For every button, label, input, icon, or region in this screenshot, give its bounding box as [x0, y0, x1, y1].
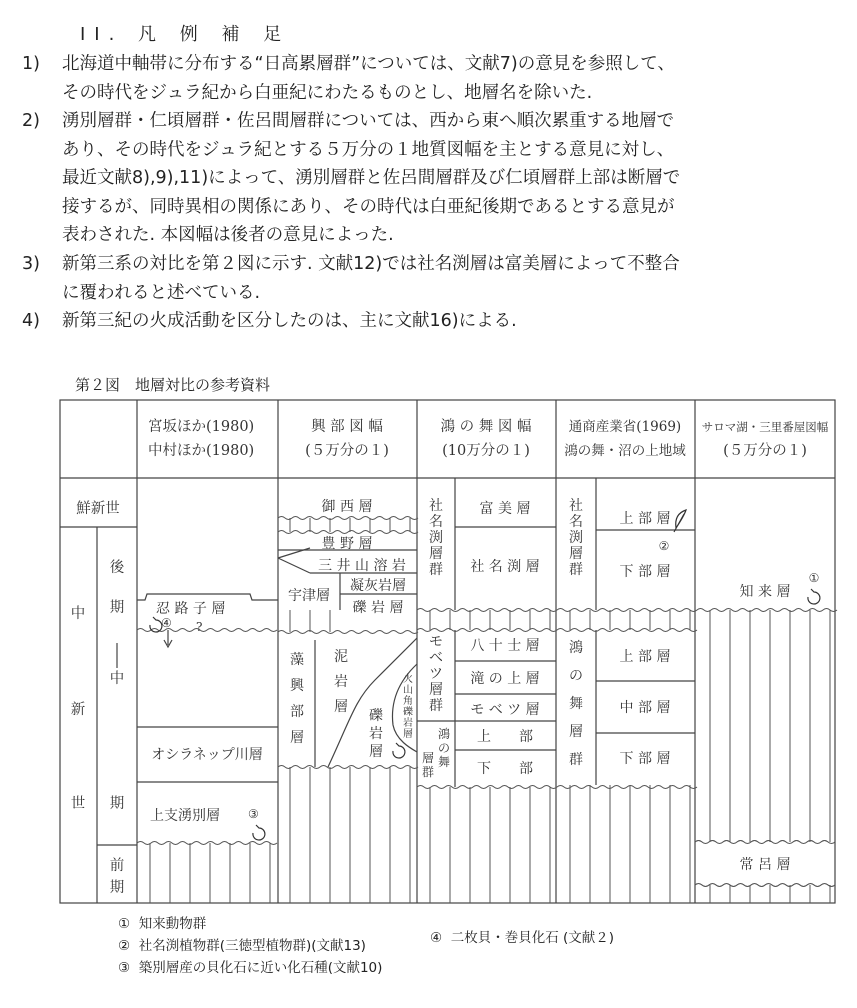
shell-fossil-icon: [393, 743, 405, 758]
col4-lower: 下 部 層: [619, 564, 671, 580]
oshorokko-formation: 忍 路 子 層: [156, 601, 226, 617]
konomai-group-char: 群: [421, 765, 435, 779]
fossil-marker-3: ③: [248, 807, 259, 821]
mudstone-char: 岩: [334, 674, 348, 690]
header-col2-line2: (５万分の１): [305, 443, 389, 459]
col4-shamembuchi-group-char: 群: [569, 562, 583, 578]
mombetsu-group-char: ツ: [429, 666, 443, 682]
col4-konomai-lower: 下 部 層: [619, 751, 671, 767]
leaf-fossil-icon: [674, 510, 686, 532]
note-line: 新第三紀の火成活動を区分したのは、主に文献16)による.: [62, 311, 517, 331]
note-line: 新第三系の対比を第２図に示す. 文献12)では社名渕層は富美層によって不整合: [62, 254, 680, 274]
hatch-area: [695, 610, 835, 842]
header-col5-line1: サロマ湖・三里番屋図幅: [701, 420, 829, 434]
mombetsu-group-char: 群: [429, 698, 443, 714]
volcanic-breccia-char: 角: [403, 696, 413, 707]
mombetsu-group-char: モ: [429, 634, 443, 650]
hatch-area: [278, 518, 417, 532]
col4-konomai-group-char: の: [569, 668, 583, 684]
shamembuchi-group-char: 渕: [429, 530, 443, 546]
col4-konomai-group-char: 層: [569, 724, 583, 740]
okoppe-char: 興: [290, 678, 304, 694]
header-col1-line2: 中村ほか(1980): [148, 443, 255, 459]
era-early-char: 前: [109, 858, 125, 874]
header-col5-line2: (５万分の１): [723, 443, 807, 459]
fossil-marker-2: ②: [658, 539, 670, 553]
header-col3-line2: (10万分の１): [442, 443, 530, 459]
col4-shamembuchi-group-char: 社: [569, 498, 583, 514]
okoppe-char: 藻: [290, 652, 304, 668]
volcanic-breccia-char: 火: [403, 674, 413, 685]
note-line: あり、その時代をジュラ紀とする５万分の１地質図幅を主とする意見に対し、: [62, 139, 675, 160]
era-middle: 中: [109, 671, 125, 687]
tomimi-formation: 富 美 層: [479, 501, 531, 517]
konomai-group-char: の: [437, 741, 451, 755]
era-pliocene: 鮮新世: [76, 501, 120, 517]
shell-fossil-icon: [253, 825, 265, 840]
legend-mark: ④: [430, 930, 443, 946]
col4-shamembuchi-group-char: 層: [569, 546, 583, 562]
hatch-area: [695, 885, 835, 903]
era-early-char: 期: [109, 880, 125, 896]
col4-shamembuchi-group-char: 名: [569, 514, 583, 530]
utsu-formation: 宇津層: [288, 588, 330, 604]
section-title: II. 凡 例 補 足: [80, 24, 291, 45]
conglomerate-char: 層: [369, 744, 383, 760]
note-line: 最近文献8),9),11)によって、湧別層群と佐呂間層群及び仁頃層群上部は断層で: [62, 168, 681, 188]
note-line: 表わされた. 本図幅は後者の意見によった.: [62, 225, 394, 245]
tuff-formation: 凝灰岩層: [350, 578, 406, 594]
legend-mark: ③: [118, 960, 131, 976]
conglomerate-char: 礫: [369, 708, 383, 724]
col4-konomai-group-char: 舞: [569, 696, 583, 712]
era-miocene-char: 新: [70, 702, 86, 718]
legend-item-2: [118, 934, 366, 954]
hatch-area: [137, 843, 278, 903]
shamembuchi-group-char: 名: [429, 514, 443, 530]
era-period-char: 期: [109, 796, 125, 812]
okoppe-char: 層: [290, 730, 304, 746]
header-col3-line1: 鴻 の 舞 図 幅: [440, 419, 532, 435]
conglomerate-char: 岩: [369, 726, 383, 742]
legend-mark: ②: [118, 938, 131, 954]
col4-konomai-group-char: 鴻: [569, 640, 583, 656]
konomai-group-char: 舞: [437, 755, 451, 769]
hatch-area: [278, 610, 348, 632]
volcanic-breccia-char: 山: [403, 685, 413, 696]
shirikura-formation: 知 来 層: [739, 584, 791, 600]
conglomerate-formation: 礫 岩 層: [352, 600, 404, 616]
col4-konomai-group-char: 群: [569, 752, 583, 768]
shamembuchi-formation: 社 名 渕 層: [470, 559, 540, 575]
hatch-area: [417, 787, 556, 903]
hatch-area: [278, 767, 417, 903]
legend-item-3: [118, 956, 382, 976]
figure-caption: 第２図 地層対比の参考資料: [75, 376, 271, 394]
hatch-area: [556, 785, 695, 903]
col4-shamembuchi-group-char: 渕: [569, 530, 583, 546]
mudstone-char: 泥: [334, 649, 348, 665]
era-miocene-char: 中: [70, 606, 86, 622]
header-col2-line1: 興 部 図 幅: [311, 419, 383, 435]
konomai-group-char: 鴻: [437, 727, 451, 741]
note-number: 1): [22, 54, 40, 74]
header-col4-line2: 鴻の舞・沼の上地域: [564, 443, 686, 459]
volcanic-breccia-char: 岩: [403, 718, 413, 729]
header-col4-line1: 通商産業省(1969): [568, 419, 682, 435]
legend-mark: ①: [118, 916, 131, 932]
legend-item-1: [118, 912, 206, 932]
konomai-lower: 下 部: [477, 761, 533, 777]
fossil-marker-4: ④: [161, 616, 172, 630]
legend-text: 社名渕植物群(三徳型植物群)(文献13): [138, 938, 366, 954]
note-number: 4): [22, 311, 40, 331]
shamembuchi-group-char: 群: [429, 562, 443, 578]
kamishiyubetsu-formation: 上支湧別層: [150, 808, 220, 824]
yasoshi-formation: 八 十 士 層: [470, 638, 540, 654]
note-number: 2): [22, 111, 40, 131]
hatch-area: [556, 610, 695, 630]
legend-text: 築別層産の貝化石に近い化石種(文献10): [138, 960, 383, 976]
col4-upper: 上 部 層: [619, 511, 671, 527]
tokoro-formation: 常 呂 層: [739, 857, 791, 873]
legend-text: 二枚貝・巻貝化石 (文献２): [450, 930, 615, 946]
hatch-area: [417, 610, 556, 630]
volcanic-breccia-char: 層: [403, 729, 413, 740]
era-late-char: 期: [109, 600, 125, 616]
toyono-formation: 豊 野 層: [321, 536, 373, 552]
mombetsu-group-char: ベ: [429, 650, 443, 666]
shell-fossil-icon: [808, 589, 820, 604]
note-line: 北海道中軸帯に分布する“日高累層群”については、文献7)の意見を参照して、: [62, 54, 675, 74]
volcanic-breccia-char: 礫: [403, 707, 413, 718]
shamembuchi-group-char: 層: [429, 546, 443, 562]
shamembuchi-group-char: 社: [429, 498, 443, 514]
note-line: 接するが、同時異相の関係にあり、その時代は白亜紀後期であるとする意見が: [62, 196, 675, 217]
era-miocene-char: 世: [70, 796, 86, 812]
mudstone-char: 層: [334, 699, 348, 715]
note-line: に覆われると述べている.: [62, 282, 261, 303]
legend-item-4: [430, 926, 614, 946]
mombetsu-formation: モ ベ ツ 層: [470, 702, 540, 718]
mombetsu-group-char: 層: [429, 682, 443, 698]
konomai-group-char: 層: [421, 751, 435, 765]
mitsuiyama-lava: 三 井 山 溶 岩: [318, 558, 406, 574]
oshiranep-formation: オシラネップ川層: [151, 747, 263, 763]
header-col1-line1: 宮坂ほか(1980): [148, 419, 255, 435]
era-late-char: 後: [109, 560, 125, 576]
onishi-formation: 御 西 層: [321, 499, 373, 515]
note-line: その時代をジュラ紀から白亜紀にわたるものとし、地層名を除いた.: [62, 82, 593, 103]
note-number: 3): [22, 254, 40, 274]
okoppe-char: 部: [290, 704, 304, 720]
legend-text: 知来動物群: [138, 916, 207, 932]
fossil-marker-1: ①: [808, 571, 820, 585]
note-line: 湧別層群・仁頃層群・佐呂間層群については、西から東へ順次累重する地層で: [62, 111, 675, 131]
takinoue-formation: 滝 の 上 層: [470, 671, 540, 687]
question-mark: ?: [196, 620, 203, 634]
col4-konomai-middle: 中 部 層: [619, 700, 671, 716]
col4-konomai-upper: 上 部 層: [619, 649, 671, 665]
konomai-upper: 上 部: [477, 729, 533, 745]
